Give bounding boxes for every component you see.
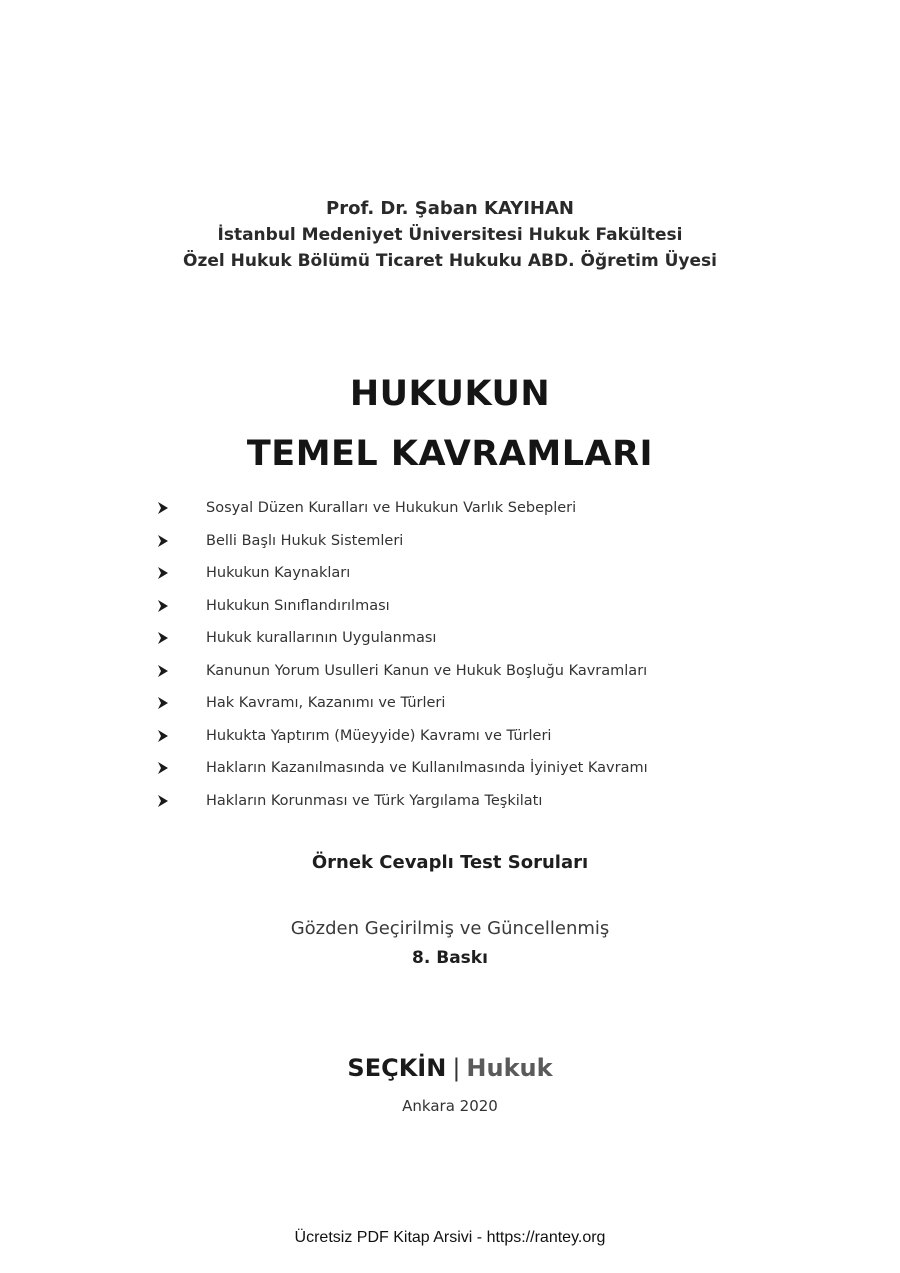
topic-text: Hukukta Yaptırım (Müeyyide) Kavramı ve Türleri (206, 727, 552, 744)
topic-text: Hak Kavramı, Kazanımı ve Türleri (206, 695, 446, 712)
arrowhead-right-icon (158, 632, 168, 644)
arrowhead-right-icon (158, 665, 168, 677)
author-position: Özel Hukuk Bölümü Ticaret Hukuku ABD. Öğretim Üyesi (183, 251, 717, 271)
publisher-logo (0, 1054, 900, 1082)
topic-item (158, 720, 778, 753)
topic-text: Hukukun Kaynakları (206, 565, 351, 582)
arrowhead-right-icon (158, 502, 168, 514)
author-affiliation: İstanbul Medeniyet Üniversitesi Hukuk Fakültesi (217, 225, 683, 245)
arrowhead-right-icon (158, 600, 168, 612)
book-title-line-2: TEMEL KAVRAMLARI (246, 434, 654, 474)
topic-text: Hukukun Sınıflandırılması (206, 597, 390, 614)
arrowhead-right-icon (158, 762, 168, 774)
topic-text: Hakların Korunması ve Türk Yargılama Teşkilatı (206, 792, 543, 809)
topic-item (158, 492, 778, 525)
topic-item (158, 785, 778, 818)
arrowhead-right-icon (158, 730, 168, 742)
publisher-separator: | (452, 1054, 461, 1082)
arrowhead-right-icon (158, 535, 168, 547)
revision-note: Gözden Geçirilmiş ve Güncellenmiş (290, 918, 610, 939)
topic-text: Hakların Kazanılmasında ve Kullanılmasında İyiniyet Kavramı (206, 760, 648, 777)
author-name: Prof. Dr. Şaban KAYIHAN (326, 198, 574, 219)
book-title (0, 364, 900, 484)
topic-item (158, 622, 778, 655)
sample-questions-note: Örnek Cevaplı Test Soruları (311, 852, 589, 873)
topic-item (158, 525, 778, 558)
arrowhead-right-icon (158, 795, 168, 807)
topic-item (158, 687, 778, 720)
topic-text: Hukuk kurallarının Uygulanması (206, 630, 437, 647)
footer-note: Ücretsiz PDF Kitap Arsivi - https://rantey.org (294, 1229, 606, 1246)
topic-item (158, 655, 778, 688)
topic-item (158, 590, 778, 623)
topic-list (158, 492, 778, 817)
book-title-line-1: HUKUKUN (349, 374, 551, 414)
topic-item (158, 752, 778, 785)
topic-item (158, 557, 778, 590)
publisher-name: SEÇKİN (347, 1054, 447, 1082)
edition-label: 8. Baskı (412, 948, 488, 968)
topic-text: Sosyal Düzen Kuralları ve Hukukun Varlık Sebepleri (206, 500, 577, 517)
arrowhead-right-icon (158, 567, 168, 579)
arrowhead-right-icon (158, 697, 168, 709)
topic-text: Belli Başlı Hukuk Sistemleri (206, 532, 404, 549)
place-year: Ankara 2020 (402, 1097, 498, 1115)
author-block (0, 196, 900, 274)
publisher-imprint: Hukuk (466, 1054, 553, 1082)
topic-text: Kanunun Yorum Usulleri Kanun ve Hukuk Boşluğu Kavramları (206, 662, 648, 679)
